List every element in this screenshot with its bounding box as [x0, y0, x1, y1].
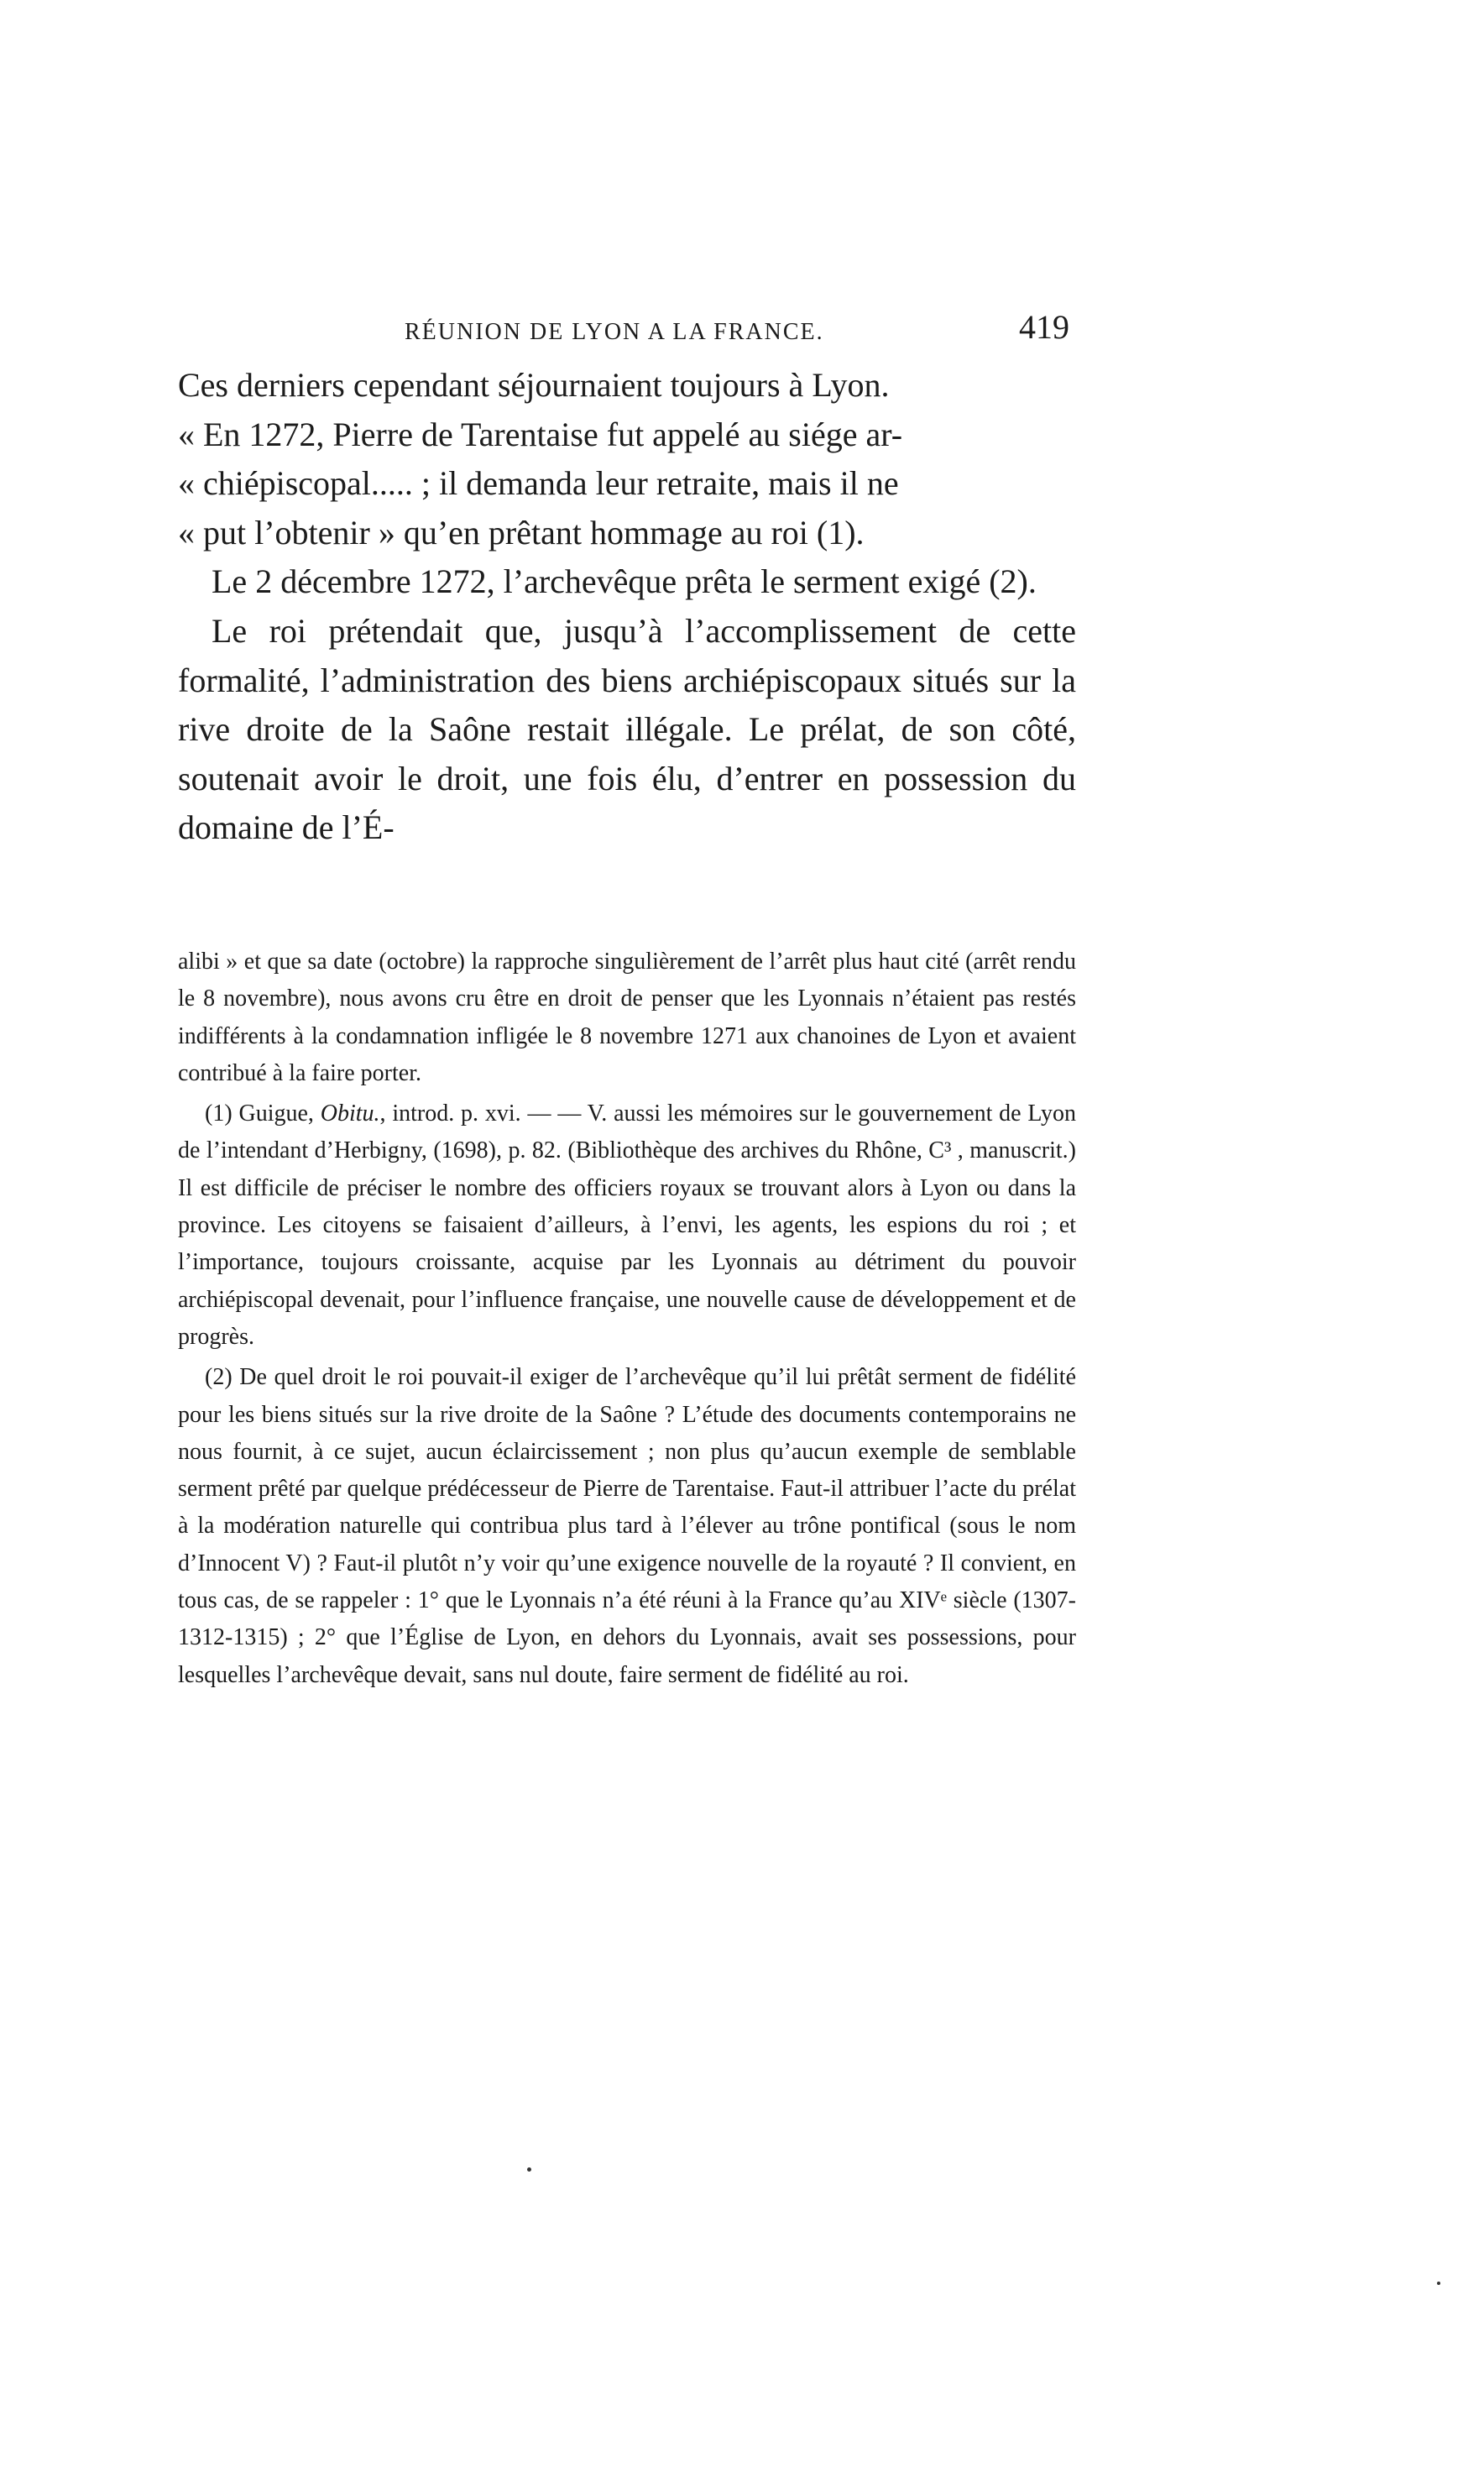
- footnote-1-start: (1) Guigue,: [205, 1100, 321, 1127]
- running-title: RÉUNION DE LYON A LA FRANCE.: [405, 319, 824, 345]
- footnote-1: [178, 1095, 1076, 1356]
- ink-speck: [1437, 2282, 1440, 2285]
- paragraph-1-line-1: Ces derniers cependant séjournaient toujours à Lyon.: [178, 366, 890, 404]
- footnote-1-rest: , introd. p. xvi. — — V. aussi les mémoires sur le gouvernement de Lyon de l’intendant d’Herbigny, (1698), p. 82. (Bibliothèque des archives du Rhône, C³ , manuscrit.) Il est difficile de préciser le nombre des officiers royaux se trouvant alors à Lyon ou dans la province. Les citoyens se faisaient d’ailleurs, à l’envi, les agents, les espions du roi ; et l’importance, toujours croissante, acquise par les Lyonnais au détriment du pouvoir archiépiscopal devenait, pour l’influence française, une nouvelle cause de développement et de progrès.: [178, 1100, 1076, 1350]
- paragraph-3: Le roi prétendait que, jusqu’à l’accomplissement de cette formalité, l’administration des biens archiépiscopaux situés sur la rive droite de la Saône restait illégale. Le prélat, de son côté, soutenait avoir le droit, une fois élu, d’entrer en possession du domaine de l’É-: [178, 611, 1076, 847]
- footnote-continuation: alibi » et que sa date (octobre) la rapproche singulièrement de l’arrêt plus haut cité (arrêt rendu le 8 novembre), nous avons cru être en droit de penser que les Lyonnais n’étaient pas restés indifférents à la condamnation infligée le 8 novembre 1271 aux chanoines de Lyon et avaient contribué à la faire porter.: [178, 949, 1076, 1086]
- footnote-1-title: Obitu.: [320, 1100, 380, 1127]
- footnotes: [178, 944, 1076, 1694]
- ink-speck: [527, 2167, 531, 2172]
- paragraph-1-line-4: « put l’obtenir » qu’en prêtant hommage au roi (1).: [178, 513, 865, 552]
- page-number: 419: [1019, 308, 1069, 346]
- page-header: [178, 304, 1076, 354]
- paragraph-1-line-3: « chiépiscopal..... ; il demanda leur retraite, mais il ne: [178, 464, 899, 503]
- main-text: [178, 361, 1076, 853]
- paragraph-2: Le 2 décembre 1272, l’archevêque prêta le serment exigé (2).: [212, 562, 1037, 601]
- footnote-2: (2) De quel droit le roi pouvait-il exiger de l’archevêque qu’il lui prêtât serment de fidélité pour les biens situés sur la rive droite de la Saône ? L’étude des documents contemporains ne nous fournit, à ce sujet, aucun éclaircissement ; non plus qu’aucun exemple de semblable serment prêté par quelque prédécesseur de Pierre de Tarentaise. Faut-il attribuer l’acte du prélat à la modération naturelle qui contribua plus tard à l’élever au trône pontifical (sous le nom d’Innocent V) ? Faut-il plutôt n’y voir qu’une exigence nouvelle de la royauté ? Il convient, en tous cas, de se rappeler : 1° que le Lyonnais n’a été réuni à la France qu’au XIVᵉ siècle (1307-1312-1315) ; 2° que l’Église de Lyon, en dehors du Lyonnais, avait ses possessions, pour lesquelles l’archevêque devait, sans nul doute, faire serment de fidélité au roi.: [178, 1364, 1076, 1688]
- paragraph-1: [178, 361, 1076, 557]
- paragraph-1-line-2: « En 1272, Pierre de Tarentaise fut appelé au siége ar-: [178, 415, 903, 453]
